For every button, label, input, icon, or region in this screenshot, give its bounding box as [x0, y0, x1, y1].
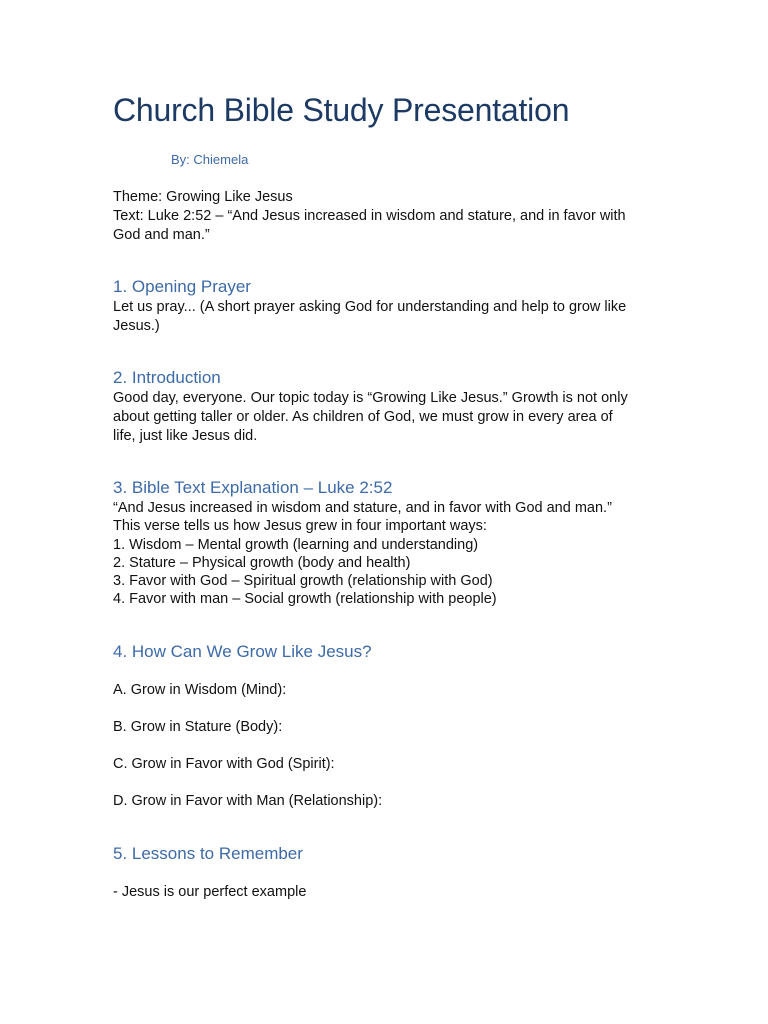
- author-byline: By: Chiemela: [171, 152, 249, 167]
- section-heading-how-grow: 4. How Can We Grow Like Jesus?: [113, 642, 372, 661]
- document-title: Church Bible Study Presentation: [113, 92, 570, 128]
- scripture-text-line: Text: Luke 2:52 – “And Jesus increased in wisdom and stature, and in favor with: [113, 208, 626, 224]
- paragraph-line: Jesus.): [113, 318, 160, 334]
- paragraph-line: life, just like Jesus did.: [113, 428, 258, 444]
- list-item: 2. Stature – Physical growth (body and health): [113, 554, 411, 571]
- theme-block: [113, 188, 658, 245]
- list-item: 4. Favor with man – Social growth (relationship with people): [113, 591, 497, 608]
- bible-quote: “And Jesus increased in wisdom and stature, and in favor with God and man.”: [113, 500, 612, 516]
- section-heading-opening-prayer: 1. Opening Prayer: [113, 277, 251, 296]
- opening-prayer-text: [113, 298, 658, 336]
- list-item: 1. Wisdom – Mental growth (learning and understanding): [113, 536, 479, 553]
- section-heading-lessons: 5. Lessons to Remember: [113, 844, 303, 863]
- bible-text-explanation: [113, 499, 658, 609]
- paragraph-line: This verse tells us how Jesus grew in four important ways:: [113, 518, 487, 535]
- section-heading-introduction: 2. Introduction: [113, 368, 221, 387]
- list-item: A. Grow in Wisdom (Mind):: [113, 682, 287, 698]
- introduction-text: [113, 389, 658, 446]
- list-item: D. Grow in Favor with Man (Relationship):: [113, 793, 383, 809]
- list-item: 3. Favor with God – Spiritual growth (relationship with God): [113, 573, 493, 590]
- paragraph-line: about getting taller or older. As children of God, we must grow in every area of: [113, 409, 613, 425]
- list-item: C. Grow in Favor with God (Spirit):: [113, 756, 335, 772]
- list-item: B. Grow in Stature (Body):: [113, 719, 283, 735]
- section-heading-bible-text: 3. Bible Text Explanation – Luke 2:52: [113, 478, 393, 497]
- paragraph-line: Good day, everyone. Our topic today is “Growing Like Jesus.” Growth is not only: [113, 390, 628, 406]
- list-item: - Jesus is our perfect example: [113, 884, 307, 900]
- paragraph-line: Let us pray... (A short prayer asking God for understanding and help to grow like: [113, 299, 627, 315]
- scripture-text-line: God and man.”: [113, 227, 210, 243]
- theme-line: Theme: Growing Like Jesus: [113, 189, 293, 205]
